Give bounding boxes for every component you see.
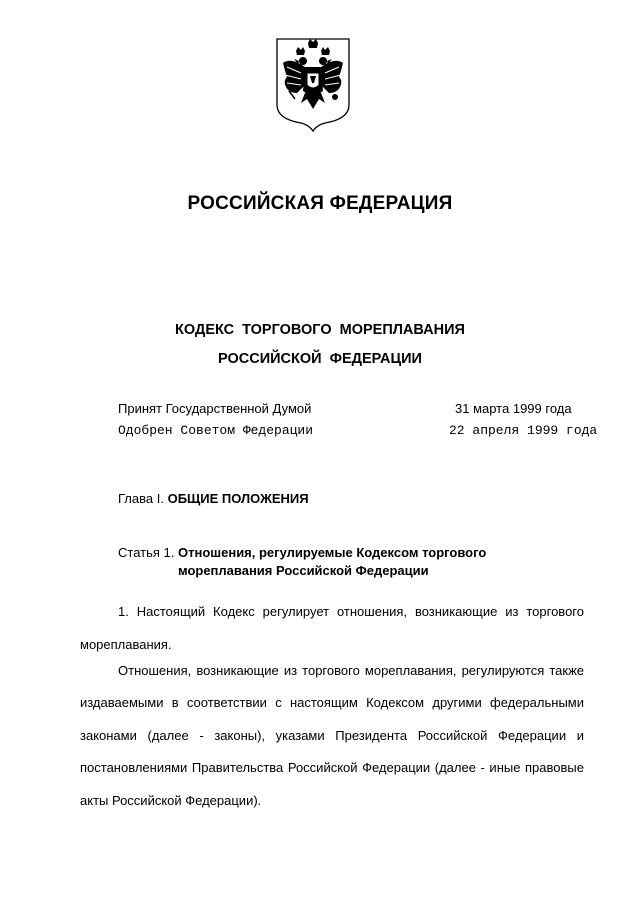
adopted-date: 31 марта 1999 года <box>455 401 572 416</box>
paragraph-2-line-3: законами (далее - законы), указами Президента Российской Федерации и <box>80 728 584 743</box>
coat-of-arms-icon <box>275 37 351 133</box>
country-title: РОССИЙСКАЯ ФЕДЕРАЦИЯ <box>187 193 453 214</box>
article-heading <box>118 544 486 562</box>
paragraph-1-line-1: 1. Настоящий Кодекс регулирует отношения, возникающие из торгового <box>118 604 584 619</box>
chapter-title: ОБЩИЕ ПОЛОЖЕНИЯ <box>167 491 309 506</box>
paragraph-2-line-5: акты Российской Федерации). <box>80 793 262 808</box>
paragraph-2-line-2: издаваемыми в соответствии с настоящим Кодексом другими федеральными <box>80 695 584 710</box>
chapter-label: Глава I. <box>118 491 164 506</box>
article-title-line2: мореплавания Российской Федерации <box>178 563 429 578</box>
article-label: Статья 1. <box>118 545 175 560</box>
paragraph-2-line-4: постановлениями Правительства Российской Федерации (далее - иные правовые <box>80 760 584 775</box>
approved-date: 22 апреля 1999 года <box>449 423 598 438</box>
code-title-line2: РОССИЙСКОЙ ФЕДЕРАЦИИ <box>218 351 422 367</box>
article-title-line1: Отношения, регулируемые Кодексом торгового <box>178 545 487 560</box>
chapter-heading <box>118 491 309 506</box>
code-title-line1: КОДЕКС ТОРГОВОГО МОРЕПЛАВАНИЯ <box>175 322 465 338</box>
paragraph-2-line-1: Отношения, возникающие из торгового мореплавания, регулируются также <box>118 663 584 678</box>
paragraph-1-line-2: мореплавания. <box>80 637 172 652</box>
approved-label: Одобрен Советом Федерации <box>118 423 314 438</box>
adopted-label: Принят Государственной Думой <box>118 401 312 416</box>
